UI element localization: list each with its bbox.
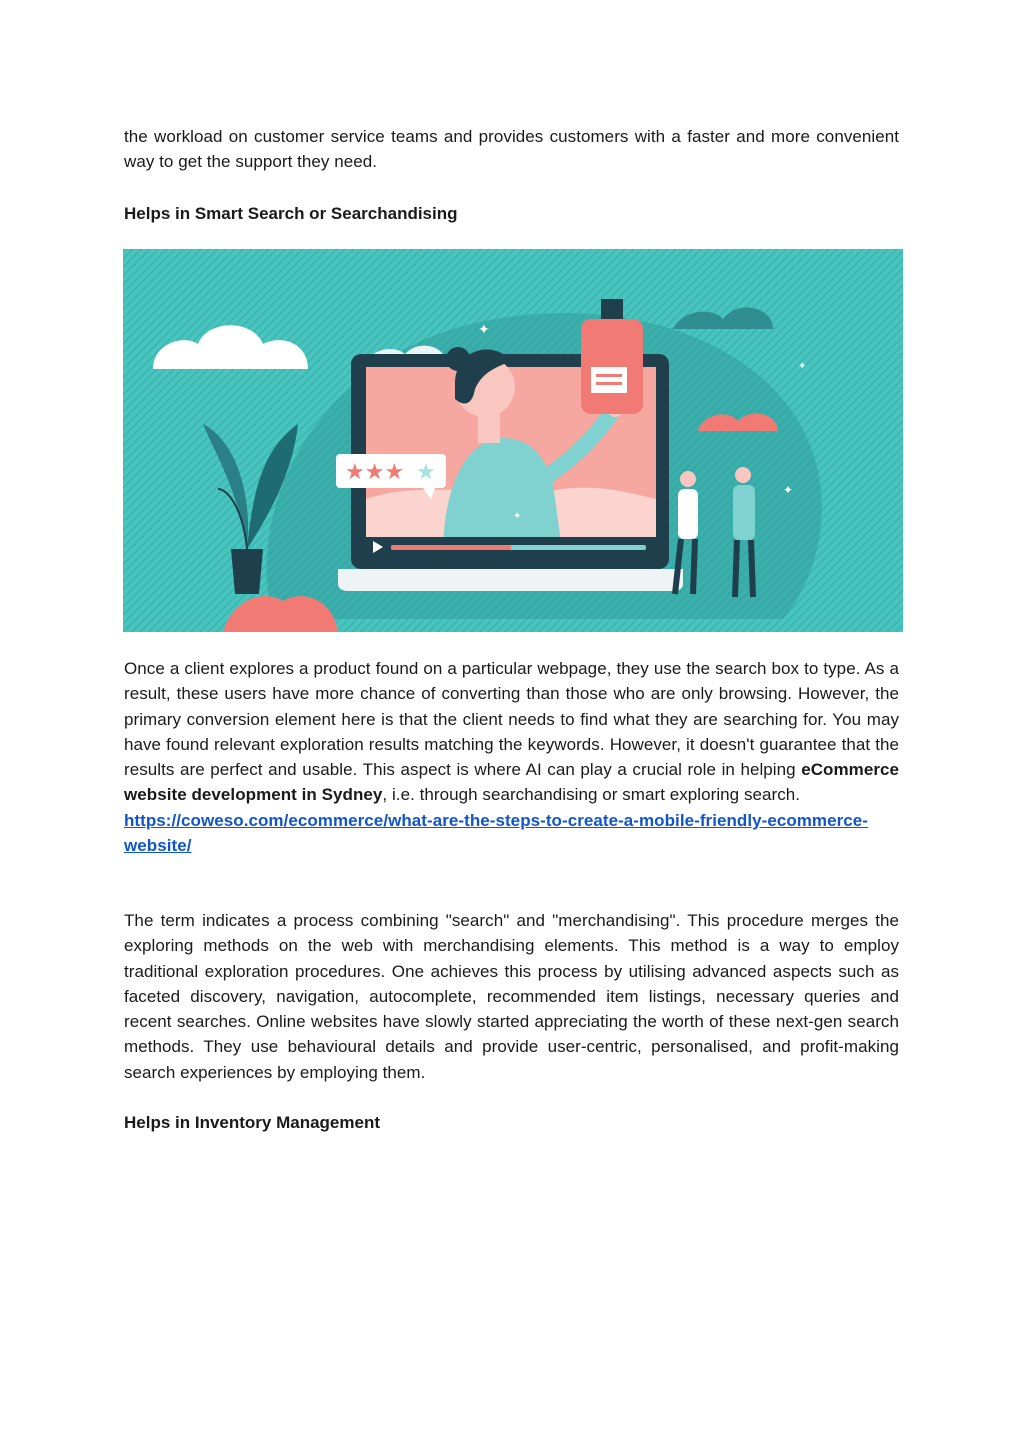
svg-text:✦: ✦ (783, 483, 794, 497)
svg-text:✦: ✦ (478, 322, 490, 338)
svg-text:★: ★ (416, 460, 436, 485)
section-heading-inventory: Helps in Inventory Management (124, 1113, 380, 1132)
bold-keyword: eCommerce website development in Sydney (124, 760, 899, 805)
searchandising-paragraph: The term indicates a process combining "search" and "merchandising". This procedure merges the exploring methods on the web with merchandising elements. This method is a way to employ traditional exploration procedures. One achieves this process by utilising advanced aspects such as faceted discovery, navigation, autocomplete, recommended item listings, necessary queries and recent searches. Online websites have slowly started appreciating the worth of these next-gen search methods. They use behavioural details and provide user-centric, personalised, and profit-making search experiences by employing them. (124, 911, 899, 1082)
svg-text:★★★: ★★★ (345, 460, 405, 485)
section-heading-smart-search: Helps in Smart Search or Searchandising (124, 204, 458, 223)
svg-text:✦: ✦ (513, 511, 522, 522)
paragraph-text-end: , i.e. through searchandising or smart exploring search. (382, 785, 801, 805)
coweso-article-link[interactable]: https://coweso.com/ecommerce/what-are-the-steps-to-create-a-mobile-friendly-ecommerce-website/ (124, 810, 868, 856)
paragraph-text: Once a client explores a product found on a particular webpage, they use the search box to type. As a result, these users have more chance of converting than those who are only browsing. However, the primary conversion element here is that the client needs to find what they are searching for. You may have found relevant exploration results matching the keywords. However, it doesn't guarantee that the results are perfect and usable. This aspect is where AI can play a crucial role in helping (124, 659, 899, 780)
smart-search-paragraph (124, 656, 899, 858)
svg-text:✦: ✦ (798, 361, 807, 372)
intro-paragraph: the workload on customer service teams and provides customers with a faster and more convenient way to get the support they need. (124, 127, 899, 172)
laptop-video-review-illustration-icon (123, 249, 903, 632)
smart-search-illustration (123, 249, 903, 632)
